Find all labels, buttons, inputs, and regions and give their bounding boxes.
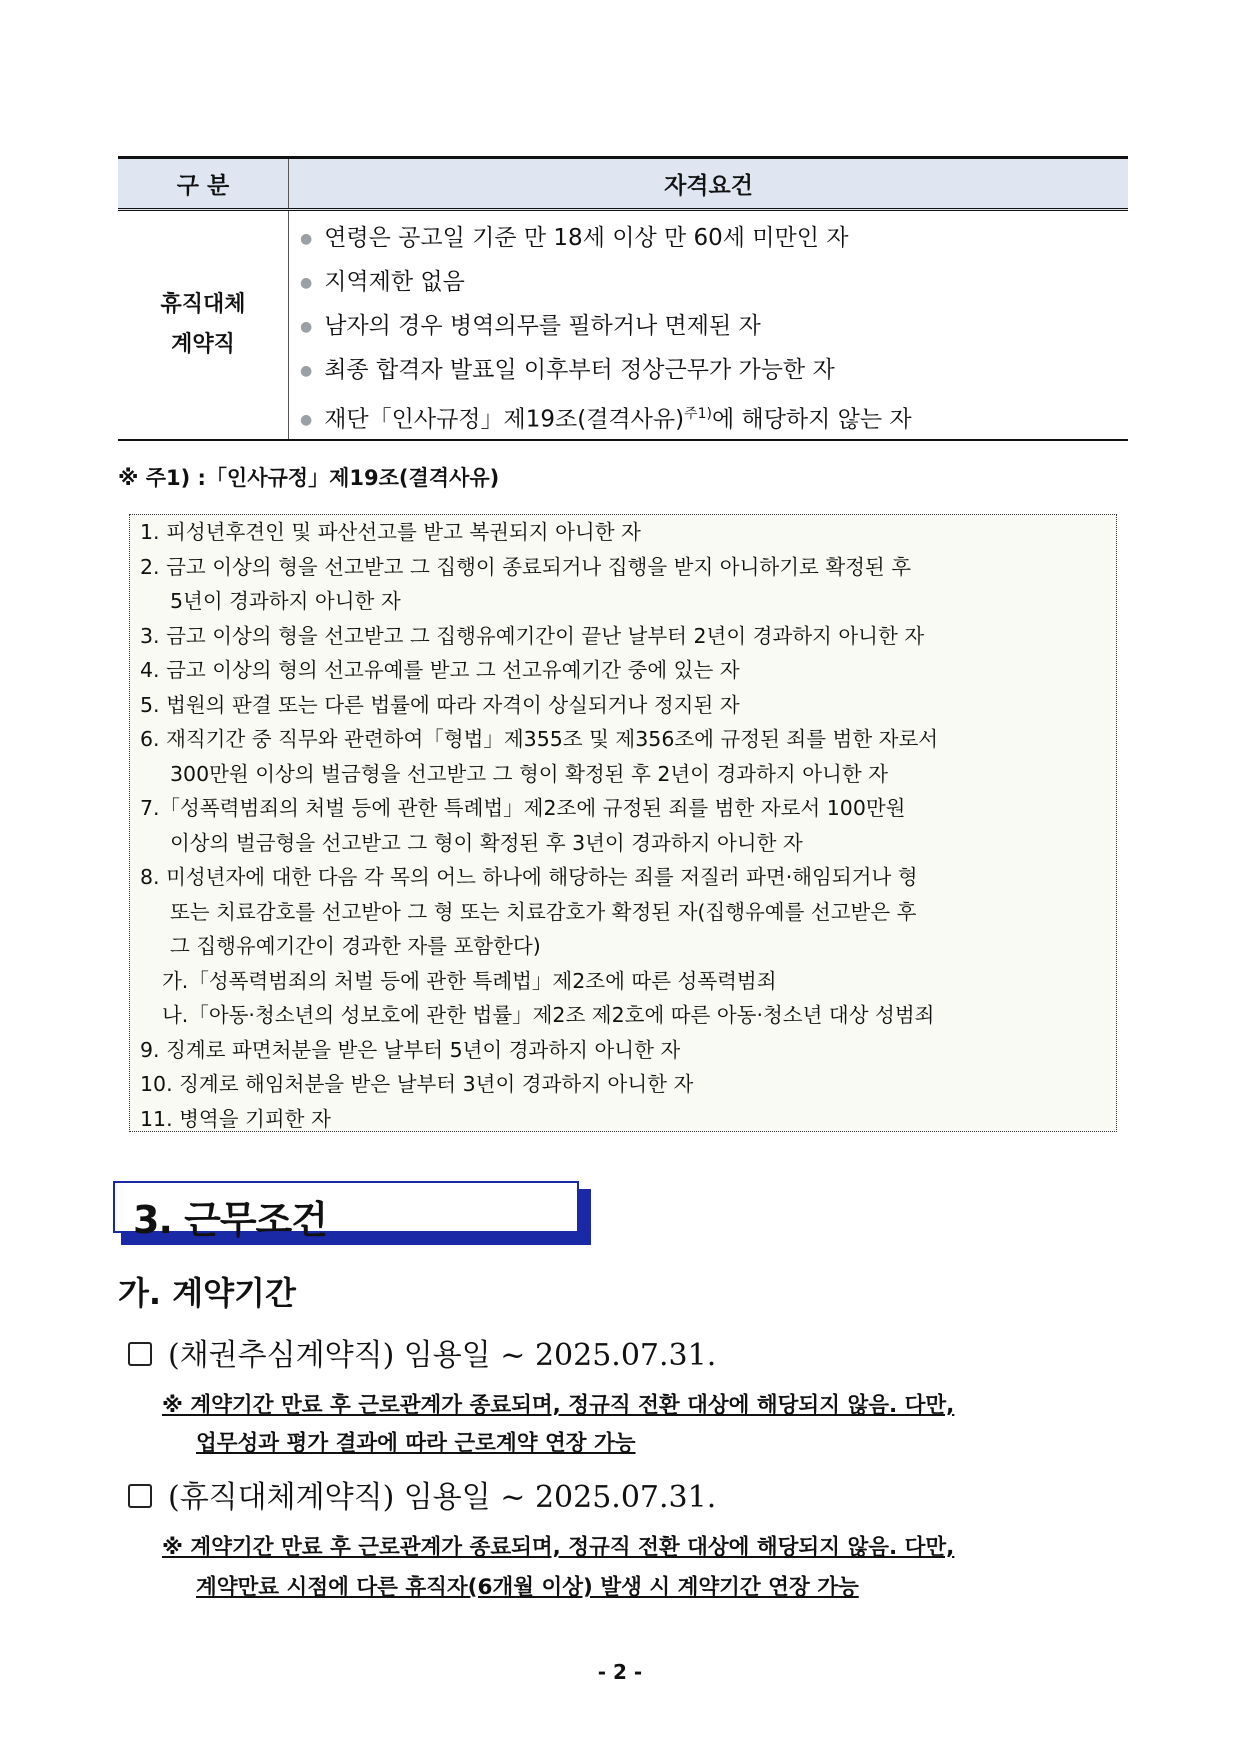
subsection-title: 가. 계약기간 xyxy=(118,1274,296,1312)
section-header-box xyxy=(113,1181,579,1242)
contract-text: (휴직대체계약직) 임용일 ~ 2025.07.31. xyxy=(168,1480,717,1515)
bullet-icon: ● xyxy=(300,274,313,291)
contract-note: 계약만료 시점에 다른 휴직자(6개월 이상) 발생 시 계약기간 연장 가능 xyxy=(196,1575,859,1600)
list-item: 5. 법원의 판결 또는 다른 법률에 따라 자격이 상실되거나 정지된 자 xyxy=(140,692,740,717)
list-item: 5년이 경과하지 아니한 자 xyxy=(170,589,401,613)
contract-item xyxy=(128,1472,716,1516)
list-item: 10. 징계로 해임처분을 받은 날부터 3년이 경과하지 아니한 자 xyxy=(140,1072,694,1096)
list-item: 9. 징계로 파면처분을 받은 날부터 5년이 경과하지 아니한 자 xyxy=(140,1037,681,1062)
category-line: 휴직대체 xyxy=(160,292,246,317)
section-header xyxy=(113,1181,591,1245)
contract-item xyxy=(128,1330,716,1374)
list-item: 나.「아동·청소년의 성보호에 관한 법률」제2조 제2호에 따른 아동·청소년 대상 성범죄 xyxy=(162,1003,935,1027)
bullet-icon: ● xyxy=(300,412,313,429)
table-header-row xyxy=(118,158,1128,210)
contract-text: (채권추심계약직) 임용일 ~ 2025.07.31. xyxy=(168,1338,717,1373)
category-cell xyxy=(118,210,289,441)
category-line: 계약직 xyxy=(171,332,235,357)
contract-note: ※ 계약기간 만료 후 근로관계가 종료되며, 정규직 전환 대상에 해당되지 않음. 다만, xyxy=(162,1535,955,1560)
checkbox-icon xyxy=(128,1342,152,1366)
qualification-table xyxy=(118,156,1128,441)
header-category: 구 분 xyxy=(118,158,289,210)
list-item: ● 연령은 공고일 기준 만 18세 이상 만 60세 미만인 자 xyxy=(300,225,849,251)
disqualification-list xyxy=(140,515,1116,1136)
bullet-icon: ● xyxy=(300,230,313,247)
bullet-icon: ● xyxy=(300,362,313,379)
list-item: 1. 피성년후견인 및 파산선고를 받고 복권되지 아니한 자 xyxy=(140,520,641,544)
list-item: 6. 재직기간 중 직무와 관련하여「형법」제355조 및 제356조에 규정된 죄를 범한 자로서 xyxy=(140,727,939,751)
list-item: 2. 금고 이상의 형을 선고받고 그 집행이 종료되거나 집행을 받지 아니하기로 확정된 후 xyxy=(140,554,912,579)
list-item: 7.「성폭력범죄의 처벌 등에 관한 특례법」제2조에 규정된 죄를 범한 자로서 100만원 xyxy=(140,796,906,820)
contract-note: 업무성과 평가 결과에 따라 근로계약 연장 가능 xyxy=(196,1431,636,1456)
list-item: 그 집행유예기간이 경과한 자를 포함한다) xyxy=(170,934,541,958)
list-item: 11. 병역을 기피한 자 xyxy=(140,1106,331,1131)
requirements-list xyxy=(290,212,1127,438)
list-item: ● 지역제한 없음 xyxy=(300,269,465,295)
contract-note: ※ 계약기간 만료 후 근로관계가 종료되며, 정규직 전환 대상에 해당되지 않음. 다만, xyxy=(162,1393,955,1418)
list-item: 8. 미성년자에 대한 다음 각 목의 어느 하나에 해당하는 죄를 저질러 파면·해임되거나 형 xyxy=(140,865,918,889)
list-item: 가.「성폭력범죄의 처벌 등에 관한 특례법」제2조에 따른 성폭력범죄 xyxy=(162,968,777,993)
checkbox-icon xyxy=(128,1484,152,1508)
list-item: 300만원 이상의 벌금형을 선고받고 그 형이 확정된 후 2년이 경과하지 아니한 자 xyxy=(170,761,888,786)
requirements-cell xyxy=(289,210,1129,441)
footnote-title: ※ 주1) :「인사규정」제19조(결격사유) xyxy=(118,466,500,490)
section-title: 3. 근무조건 xyxy=(133,1198,327,1242)
disqualification-box xyxy=(129,514,1117,1132)
list-item: ● 남자의 경우 병역의무를 필하거나 면제된 자 xyxy=(300,313,761,339)
list-item: ● 최종 합격자 발표일 이후부터 정상근무가 가능한 자 xyxy=(300,357,835,383)
footnote-marker: 주1) xyxy=(684,406,712,422)
list-item: 또는 치료감호를 선고받아 그 형 또는 치료감호가 확정된 자(집행유예를 선고받은 후 xyxy=(170,899,917,924)
list-item: ● 재단「인사규정」제19조(결격사유)$^{주1)}$에 해당하지 않는 자 xyxy=(300,406,912,433)
page-number: - 2 - xyxy=(597,1660,643,1684)
bullet-icon: ● xyxy=(300,318,313,335)
list-item: 이상의 벌금형을 선고받고 그 형이 확정된 후 3년이 경과하지 아니한 자 xyxy=(170,830,803,855)
list-item: 4. 금고 이상의 형의 선고유예를 받고 그 선고유예기간 중에 있는 자 xyxy=(140,658,740,682)
header-requirements: 자격요건 xyxy=(289,158,1129,210)
table-row xyxy=(118,210,1128,441)
list-item: 3. 금고 이상의 형을 선고받고 그 집행유예기간이 끝난 날부터 2년이 경과하지 아니한 자 xyxy=(140,623,925,648)
